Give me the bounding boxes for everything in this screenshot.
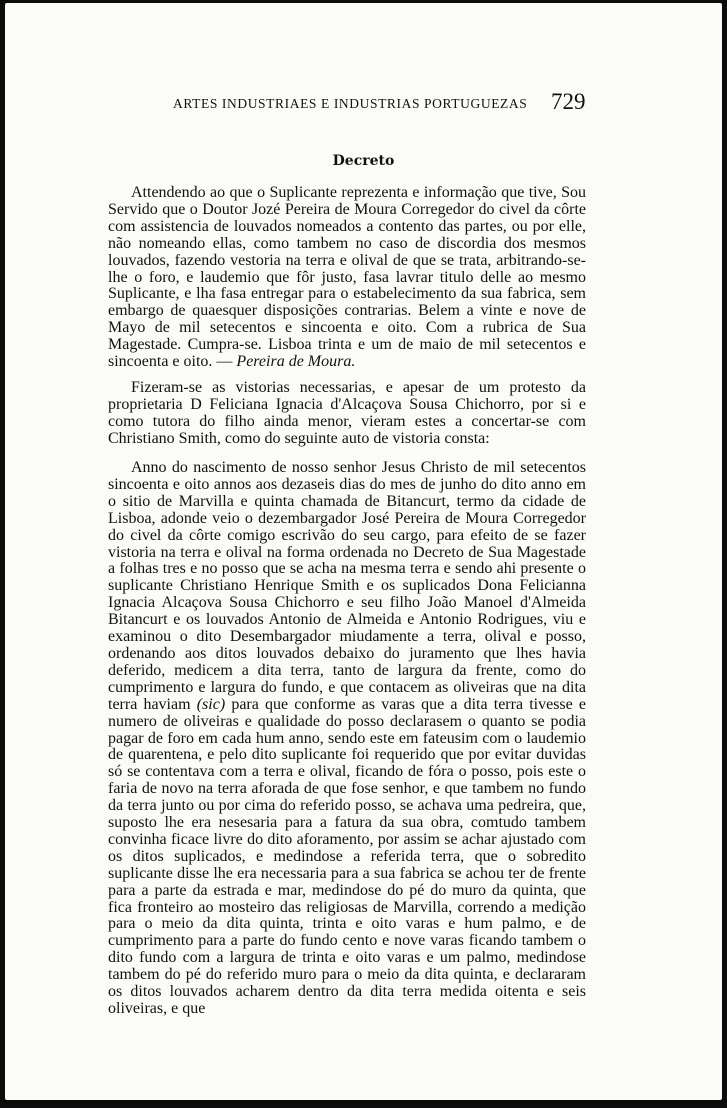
vistorias-paragraph: Fizeram-se as vistorias necessarias, e apesar de um protesto da proprietaria D Feliciana Ignacia d'Alcaçova Sousa Chichorro, por si e como tutora do filho ainda menor, vieram estes a concertar-se com Christiano Smith, como do seguinte auto de vistoria consta: <box>108 379 586 447</box>
decree-text: Attendendo ao que o Suplicante reprezenta e informação que tive, Sou Servido que o Doutor Jozé Pereira de Moura Corregedor do civel da côrte com assistencia de louvados nomeados a contento das partes, ou por elle, não nomeando ellas, como tambem no caso de discordia dos mesmos louvados, fazendo vestoria na terra e olival de que se trata, arbitrando-se-lhe o foro, e laudemio que fôr justo, fasa lavrar titulo delle ao mesmo Suplicante, e lha fasa entregar para o estabelecimento da sua fabrica, sem embargo de quaesquer disposições contrarias. Belem a vinte e nove de Mayo de mil setecentos e sincoenta e oito. Com a rubrica de Sua Magestade. Cumpra-se. Lisboa trinta e um de maio de mil setecentos e sincoenta e oito. — <box>108 184 586 371</box>
sic-note: (sic) <box>196 695 226 713</box>
document-page <box>5 3 722 1100</box>
auto-de-vistoria-paragraph <box>108 460 586 1018</box>
decree-paragraph <box>108 185 586 371</box>
page-number: 729 <box>551 89 586 114</box>
section-heading: Decreto <box>332 153 395 169</box>
running-title: ARTES INDUSTRIAES E INDUSTRIAS PORTUGUEZAS <box>173 96 528 111</box>
decree-signature: Pereira de Moura. <box>236 353 356 371</box>
page-header <box>5 91 722 121</box>
auto-text-part2: para que conforme as varas que a dita terra tivesse e numero de oliveiras e qualidade do posso declarasem o quanto se podia pagar de foro em cada hum anno, sendo este em fateusim com o laudemio de quarentena, e pelo dito suplicante foi requerido que por evitar duvidas só se contentava com a terra e olival, ficando de fóra o posso, pois este o faria de novo na terra aforada de que fose senhor, e que tambem no fundo da terra junto ou por cima do referido posso, se achava uma pedreira, que, suposto lhe era nesesaria para a fatura da sua obra, comtudo tambem convinha ficace livre do dito aforamento, por assim se achar ajustado com os ditos suplicados, e medindose a referida terra, que o sobredito suplicante disse lhe era necessaria para a sua fabrica se achou ter de frente para a parte da estrada e mar, medindose do pé do muro da quinta, que fica fronteiro ao mosteiro das religiosas de Marvilla, correndo a medição para o meio da dita quinta, trinta e oito varas e hum palmo, e de cumprimento para a parte do fundo cento e nove varas ficando tambem o dito fundo com a largura de trinta e oito varas e um palmo, medindose tambem do pé do referido muro para o meio da dita quinta, e declararam os ditos louvados acharem dentro da dita terra medida oitenta e seis oliveiras, e que <box>108 695 587 1017</box>
auto-text-part1: Anno do nascimento de nosso senhor Jesus Christo de mil setecentos sincoenta e oito annos aos dezaseis dias do mes de junho do dito anno em o sitio de Marvilla e quinta chamada de Bitancurt, termo da cidade de Lisboa, adonde veio o dezembargador José Pereira de Moura Corregedor do civel da côrte comigo escrivão do seu cargo, para efeito de se fazer vistoria na terra e olival na forma ordenada no Decreto de Sua Magestade a folhas tres e no posso que se acha na mesma terra e sendo ahi presente o suplicante Christiano Henrique Smith e os suplicados Dona Felicianna Ignacia Alcaçova Sousa Chichorro e seu filho João Manoel d'Almeida Bitancurt e os louvados Antonio de Almeida e Antonio Rodrigues, viu e examinou o dito Desembargador miudamente a terra, olival e posso, ordenando aos ditos louvados debaixo do juramento que lhes havia deferido, medicem a dita terra, tanto de largura da frente, como do cumprimento e largura do fundo, e que contacem as oliveiras que na dita terra haviam <box>108 459 586 713</box>
